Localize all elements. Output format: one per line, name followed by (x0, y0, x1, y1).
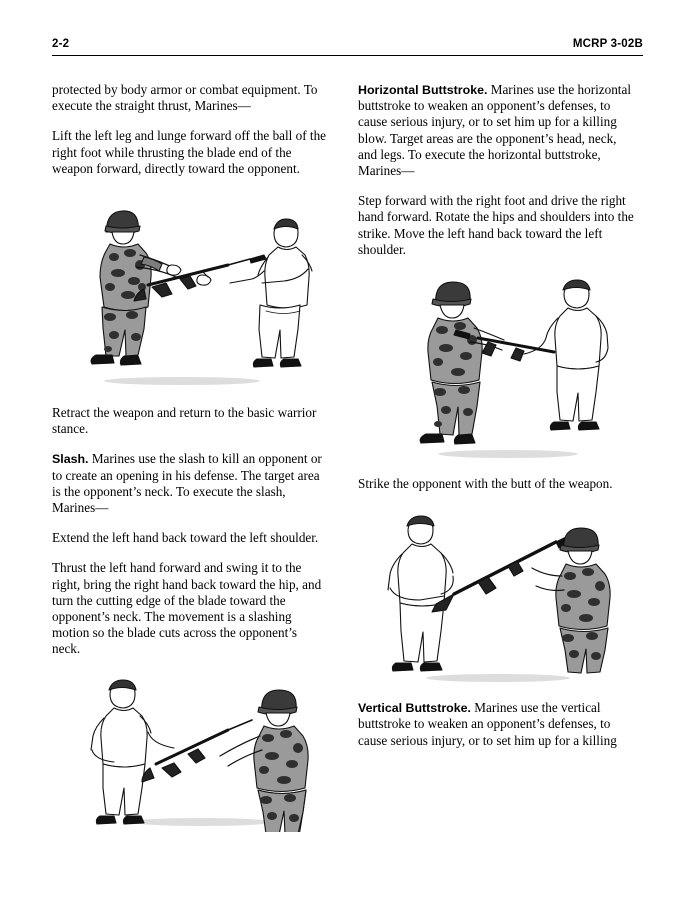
paragraph (358, 82, 634, 179)
paragraph-text: Retract the weapon and return to the basic warrior stance. (52, 405, 317, 437)
paragraph (358, 193, 634, 258)
horizontal-buttstroke-illustration (358, 272, 634, 462)
paragraph-text: Lift the left leg and lunge forward off the ball of the right foot while thrusting the blade end of the weapon forward, directly toward the opponent. (52, 128, 327, 176)
page-number: 2-2 (52, 38, 70, 50)
paragraph-text: protected by body armor or combat equipment. To execute the straight thrust, Marines— (52, 82, 318, 114)
slash-illustration (52, 672, 328, 832)
header-rule (52, 55, 643, 56)
left-column (52, 82, 328, 846)
right-column (358, 82, 634, 763)
paragraph (52, 82, 328, 114)
paragraph (52, 530, 328, 546)
paragraph-text: Marines use the horizontal buttstroke to weaken an opponent’s defenses, to cause serious injury, or to set him up for a killing blow. Target areas are the opponent’s head, neck, and legs. To execute the horizontal buttstroke, Marines— (358, 82, 631, 179)
paragraph-text: Thrust the left hand forward and swing it to the right, bring the right hand back toward the hip, and turn the cutting edge of the blade toward the opponent’s neck. The movement is a slashing motion so the blade cuts across the opponent’s neck. (52, 560, 322, 657)
paragraph (358, 476, 634, 492)
paragraph-text: Step forward with the right foot and drive the right hand forward. Rotate the hips and shoulders into the strike. Move the left hand back toward the left shoulder. (358, 193, 634, 257)
paragraph (52, 560, 328, 657)
buttstroke-strike-illustration (358, 506, 634, 686)
paragraph-lead: Vertical Buttstroke. (358, 701, 471, 716)
paragraph-text: Marines use the slash to kill an opponent or to create an opening in his defense. The target area is the opponent’s neck. To execute the slash, Marines— (52, 451, 322, 516)
paragraph-lead: Horizontal Buttstroke. (358, 83, 488, 97)
document-id: MCRP 3-02B (572, 38, 643, 50)
paragraph-text: Extend the left hand back toward the left shoulder. (52, 530, 319, 546)
paragraph-lead: Slash. (52, 452, 89, 467)
paragraph-text: Marines use the vertical buttstroke to weaken an opponent’s defenses, to cause serious injury, or to set him up for a killing (358, 700, 617, 748)
straight-thrust-illustration (52, 191, 328, 391)
paragraph (52, 128, 328, 177)
paragraph-text: Strike the opponent with the butt of the weapon. (358, 476, 613, 492)
paragraph (52, 451, 328, 516)
page-header (52, 38, 643, 60)
paragraph (52, 405, 328, 437)
paragraph (358, 700, 634, 749)
